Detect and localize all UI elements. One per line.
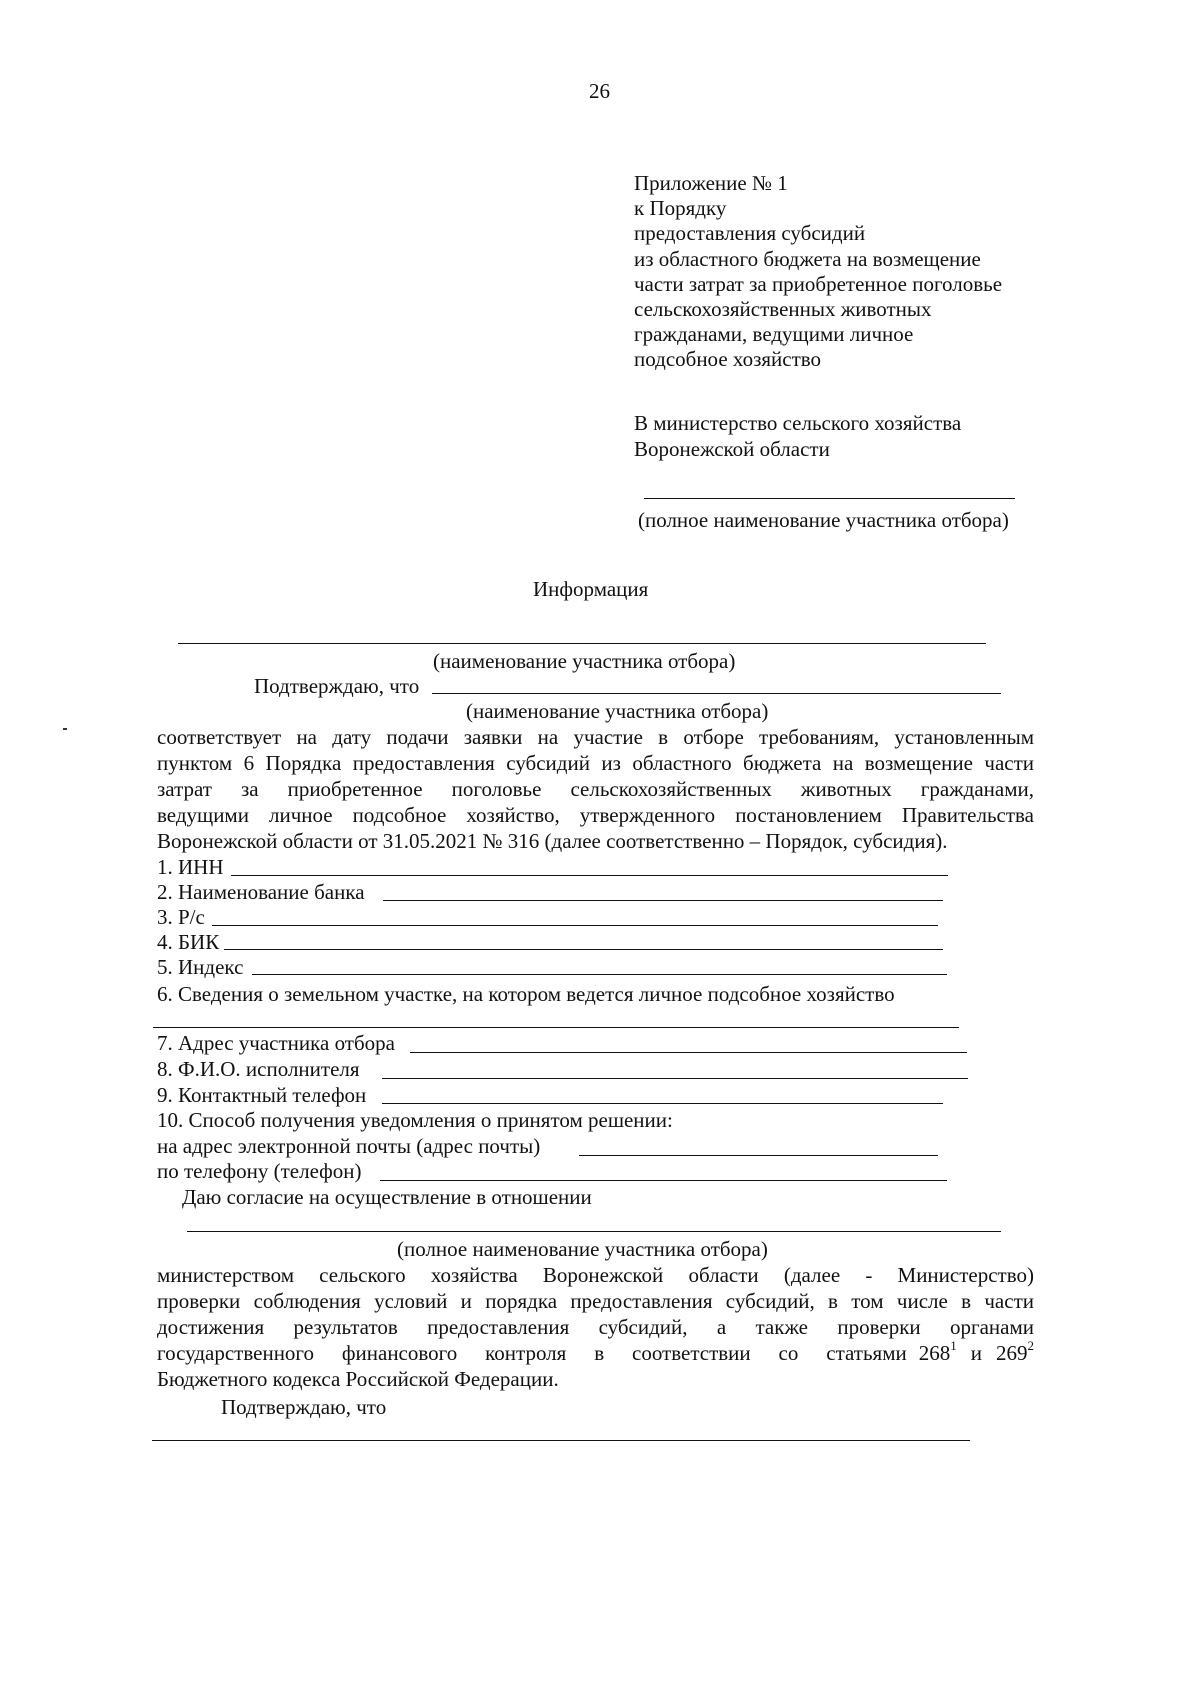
notify-label: 10. Способ получения уведомления о принятом решении:: [157, 1108, 673, 1132]
account-label: 3. Р/с: [157, 905, 205, 929]
email-field[interactable]: [579, 1155, 938, 1156]
appendix-line: части затрат за приобретенное поголовье: [634, 271, 1003, 296]
paragraph2-line: проверки соблюдения условий и порядка предоставления субсидий, в том числе в части: [157, 1289, 1034, 1313]
addressee-line: В министерство сельского хозяйства: [634, 411, 962, 435]
participant-name-caption: (наименование участника отбора): [433, 649, 736, 673]
land-label: 6. Сведения о земельном участке, на котором ведется личное подсобное хозяйство: [157, 982, 895, 1006]
bik-field[interactable]: [224, 949, 943, 950]
paragraph2-line: [157, 1340, 1034, 1366]
conjunction: и: [970, 1341, 982, 1365]
phone-field[interactable]: [382, 1103, 943, 1104]
by-phone-label: по телефону (телефон): [157, 1159, 362, 1183]
document-title: Информация: [533, 577, 649, 601]
inn-label: 1. ИНН: [157, 855, 224, 879]
appendix-line: сельскохозяйственных животных: [634, 297, 932, 322]
scan-mark: [63, 728, 67, 730]
address-label: 7. Адрес участника отбора: [157, 1031, 395, 1055]
paragraph2-line4-text: государственного финансового контроля в соответствии со статьями: [157, 1341, 907, 1365]
paragraph2-line: министерством сельского хозяйства Воронежской области (далее - Министерство): [157, 1263, 1034, 1287]
paragraph1-line: Воронежской области от 31.05.2021 № 316 (далее соответственно – Порядок, субсидия).: [157, 829, 948, 853]
paragraph1-line: соответствует на дату подачи заявки на участие в отборе требованиям, установленным: [157, 725, 1034, 749]
addressee-block: [634, 410, 961, 462]
article-268: $268^1$: [918, 1338, 957, 1365]
land-field[interactable]: [153, 1027, 959, 1028]
by-phone-field[interactable]: [380, 1180, 947, 1181]
consent-label: Даю согласие на осуществление в отношении: [182, 1185, 592, 1209]
confirm2-label: Подтверждаю, что: [221, 1395, 387, 1419]
article-269: $269^2$: [996, 1338, 1034, 1365]
index-label: 5. Индекс: [157, 955, 244, 979]
consent-participant-caption: (полное наименование участника отбора): [397, 1237, 768, 1261]
paragraph2-line: Бюджетного кодекса Российской Федерации.: [157, 1367, 559, 1391]
applicant-name-caption: (полное наименование участника отбора): [638, 508, 1009, 532]
appendix-line: из областного бюджета на возмещение: [634, 246, 981, 271]
appendix-line: к Порядку: [634, 196, 727, 221]
page-number: 26: [589, 79, 610, 103]
bank-label: 2. Наименование банка: [157, 880, 365, 904]
confirm2-field[interactable]: [152, 1440, 970, 1441]
paragraph1-line: ведущими личное подсобное хозяйство, утвержденного постановлением Правительства: [157, 803, 1034, 827]
executor-field[interactable]: [382, 1078, 968, 1079]
addressee-line: Воронежской области: [634, 437, 830, 461]
applicant-name-field[interactable]: [644, 498, 1015, 499]
appendix-line: гражданами, ведущими личное: [634, 322, 914, 347]
appendix-line: предоставления субсидий: [634, 221, 866, 246]
email-label: на адрес электронной почты (адрес почты): [157, 1134, 541, 1158]
participant-name-field[interactable]: [178, 643, 986, 644]
paragraph2-line: достижения результатов предоставления субсидий, а также проверки органами: [157, 1315, 1034, 1339]
appendix-line: подсобное хозяйство: [634, 347, 822, 372]
bik-label: 4. БИК: [157, 930, 220, 954]
account-field[interactable]: [212, 925, 938, 926]
paragraph1-line: пунктом 6 Порядка предоставления субсидий из областного бюджета на возмещение части: [157, 751, 1034, 775]
appendix-block: [634, 171, 1002, 373]
executor-label: 8. Ф.И.О. исполнителя: [157, 1057, 360, 1081]
confirm-participant-field[interactable]: [432, 693, 1001, 694]
consent-participant-field[interactable]: [187, 1231, 1001, 1232]
index-field[interactable]: [252, 974, 947, 975]
phone-label: 9. Контактный телефон: [157, 1083, 367, 1107]
bank-field[interactable]: [383, 900, 943, 901]
confirm-label: Подтверждаю, что: [254, 674, 420, 698]
paragraph1-line: затрат за приобретенное поголовье сельскохозяйственных животных гражданами,: [157, 777, 1034, 801]
address-field[interactable]: [410, 1052, 967, 1053]
confirm-participant-caption: (наименование участника отбора): [466, 699, 769, 723]
inn-field[interactable]: [231, 875, 948, 876]
appendix-line: Приложение № 1: [634, 171, 788, 195]
